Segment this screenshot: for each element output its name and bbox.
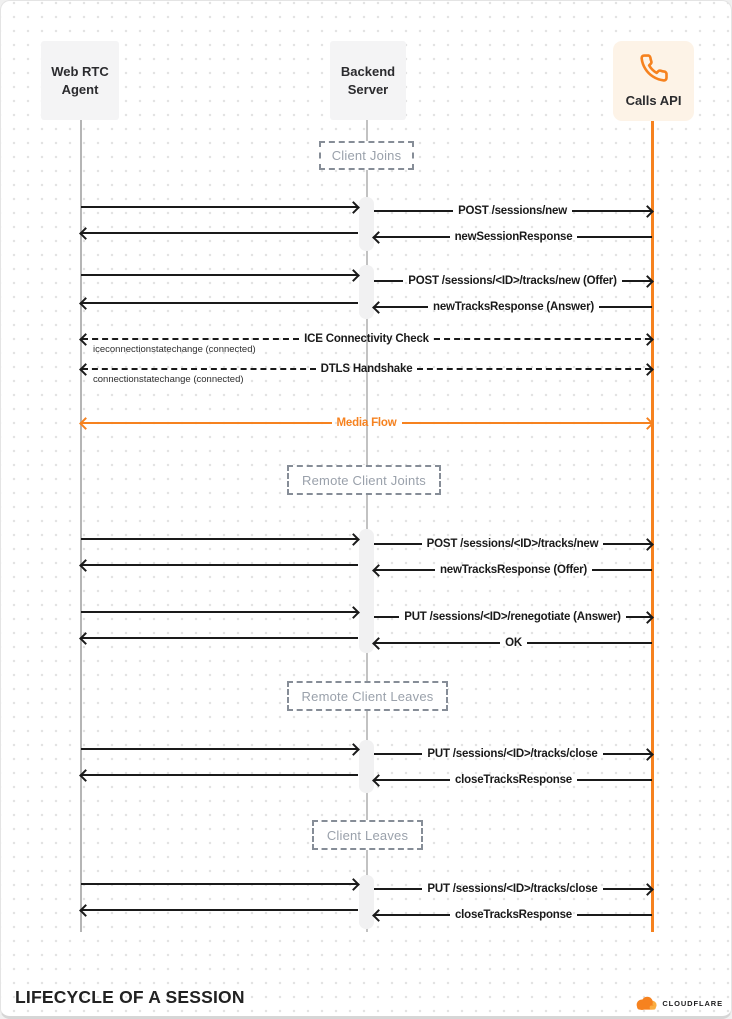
activation-bar	[359, 197, 374, 251]
actor-calls-api	[613, 41, 694, 121]
activation-bar	[359, 529, 374, 653]
activation-bar	[359, 265, 374, 319]
section-remote-client-leaves	[287, 681, 448, 711]
lifeline-webrtc-agent	[80, 120, 82, 932]
message-label: newSessionResponse	[454, 231, 573, 243]
arrow-put-tracks-close	[374, 746, 652, 762]
message-label: ICE Connectivity Check	[304, 333, 429, 345]
arrow-webrtc-to-backend	[81, 199, 358, 215]
arrow-close-tracks-response	[374, 772, 652, 788]
message-label: POST /sessions/new	[458, 205, 567, 217]
activation-bar	[359, 740, 374, 793]
arrow-backend-to-webrtc	[81, 902, 358, 918]
actor-backend-server-label: Backend Server	[340, 63, 396, 97]
arrow-new-tracks-response-answer	[374, 299, 652, 315]
arrow-webrtc-to-backend	[81, 604, 358, 620]
section-remote-client-joins-label: Remote Client Joints	[302, 472, 426, 488]
phone-icon	[639, 53, 669, 83]
message-label: DTLS Handshake	[320, 363, 413, 375]
message-label: newTracksResponse (Offer)	[439, 564, 588, 576]
section-remote-client-joins	[287, 465, 441, 495]
message-label: Media Flow	[336, 417, 397, 429]
message-label: closeTracksResponse	[454, 774, 573, 786]
activation-bar	[359, 875, 374, 929]
section-client-joins	[319, 141, 414, 170]
arrow-backend-to-webrtc	[81, 557, 358, 573]
section-client-joins-label: Client Joins	[331, 148, 402, 163]
arrow-backend-to-webrtc	[81, 767, 358, 783]
message-label: PUT /sessions/<ID>/renegotiate (Answer)	[404, 611, 621, 623]
section-client-leaves	[312, 820, 423, 850]
page-title: LIFECYCLE OF A SESSION	[15, 987, 245, 1007]
cloudflare-logo	[633, 995, 659, 1012]
arrow-backend-to-webrtc	[81, 225, 358, 241]
arrow-put-renegotiate-answer	[374, 609, 652, 625]
section-remote-client-leaves-label: Remote Client Leaves	[301, 688, 434, 704]
connection-state-note: connectionstatechange (connected)	[93, 374, 244, 385]
ice-state-note: iceconnectionstatechange (connected)	[93, 344, 256, 355]
arrow-new-tracks-response-offer	[374, 562, 652, 578]
message-label: newTracksResponse (Answer)	[433, 301, 594, 313]
message-label: closeTracksResponse	[454, 909, 573, 921]
section-client-leaves-label: Client Leaves	[326, 827, 409, 843]
arrow-media-flow	[81, 415, 652, 431]
arrow-post-sessions-new	[374, 203, 652, 219]
arrow-webrtc-to-backend	[81, 267, 358, 283]
message-label: PUT /sessions/<ID>/tracks/close	[427, 748, 598, 760]
arrow-post-tracks-new-offer	[374, 273, 652, 289]
arrow-new-session-response	[374, 229, 652, 245]
arrow-webrtc-to-backend	[81, 876, 358, 892]
cloudflare-brand	[633, 995, 723, 1012]
message-label: OK	[505, 637, 522, 649]
arrow-put-tracks-close	[374, 881, 652, 897]
actor-backend-server	[330, 41, 406, 120]
arrow-webrtc-to-backend	[81, 741, 358, 757]
arrow-post-tracks-new	[374, 536, 652, 552]
arrow-ok-response	[374, 635, 652, 651]
actor-webrtc-agent	[41, 41, 119, 120]
arrow-close-tracks-response	[374, 907, 652, 923]
arrow-webrtc-to-backend	[81, 531, 358, 547]
message-label: POST /sessions/<ID>/tracks/new (Offer)	[408, 275, 617, 287]
actor-webrtc-agent-label: Web RTC Agent	[51, 63, 109, 97]
actor-calls-api-label: Calls API	[625, 93, 682, 108]
message-label: PUT /sessions/<ID>/tracks/close	[427, 883, 598, 895]
arrow-backend-to-webrtc	[81, 630, 358, 646]
message-label: POST /sessions/<ID>/tracks/new	[426, 538, 599, 550]
cloudflare-wordmark: CLOUDFLARE	[662, 999, 723, 1008]
arrow-backend-to-webrtc	[81, 295, 358, 311]
